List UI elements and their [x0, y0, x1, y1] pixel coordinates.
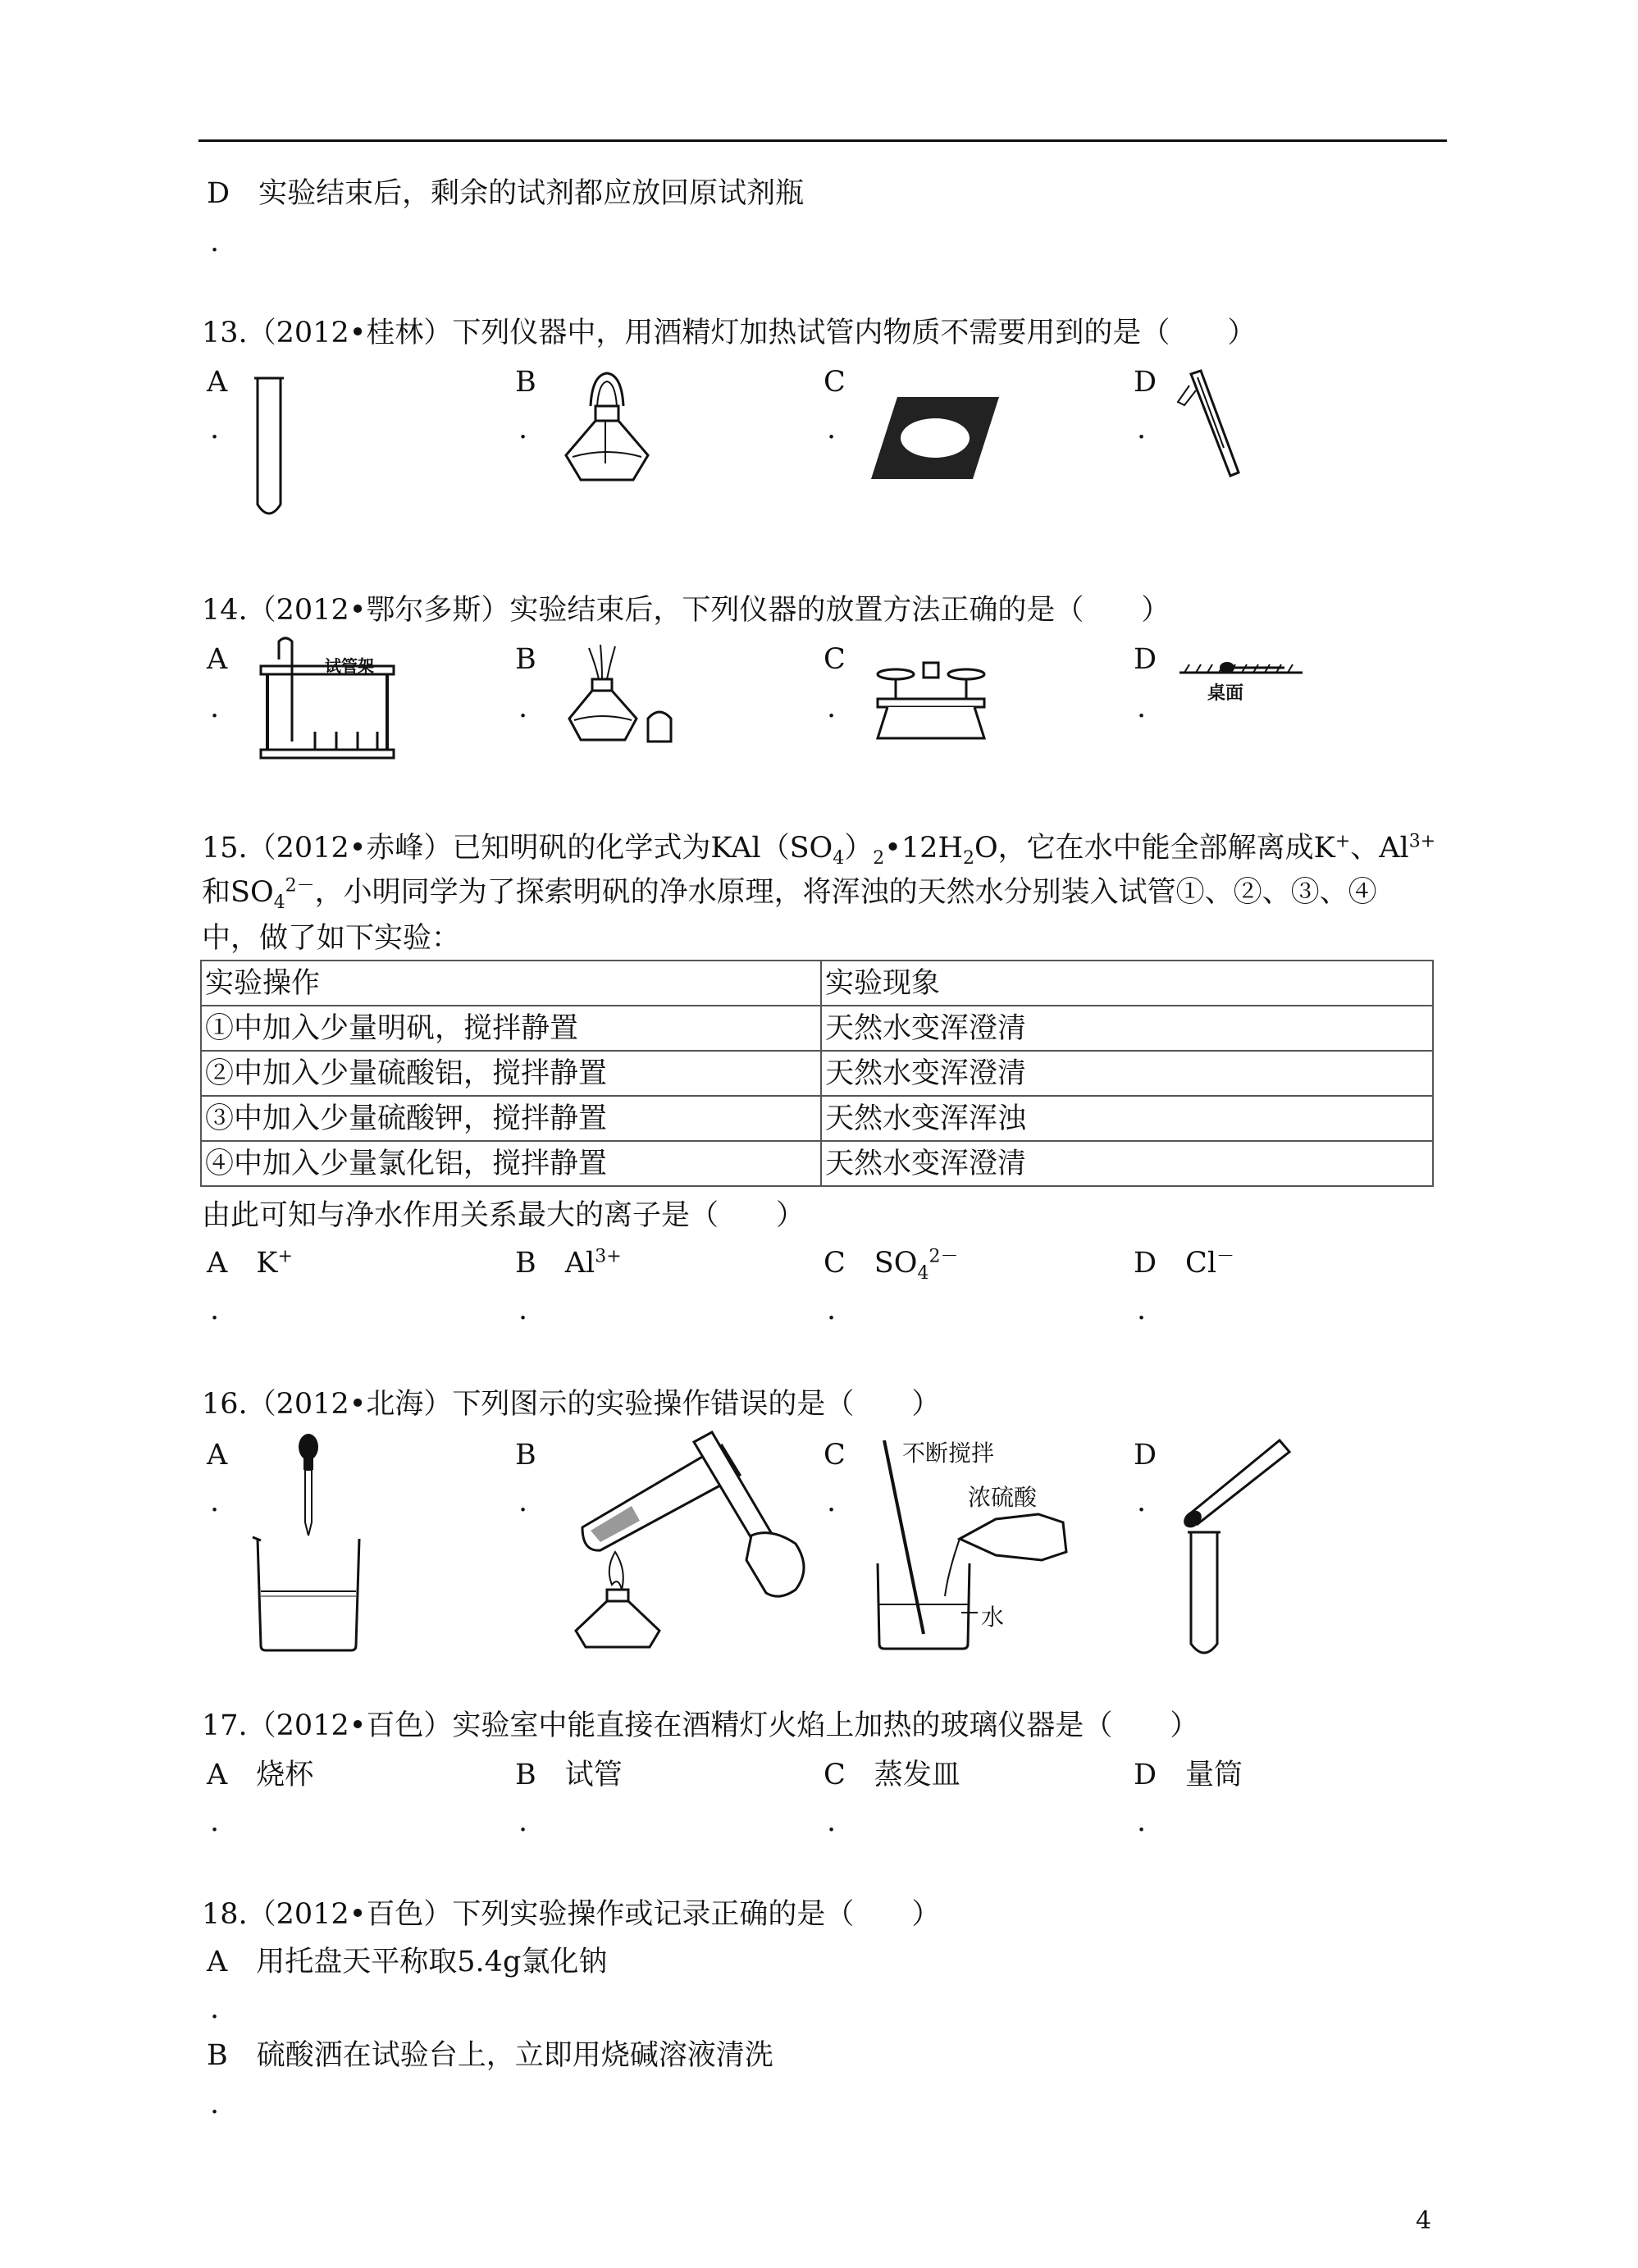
q15-stem-line2: 和$SO_4^{2-}$，小明同学为了探索明矾的净水原理，将浑浊的天然水分别装入试管①、②、③、④ [202, 875, 1377, 913]
table-cell: 天然水变浑澄清 [821, 1051, 1433, 1096]
dropper-into-beaker-icon [251, 1432, 366, 1662]
label-test-tube-rack: 试管架 [325, 656, 374, 676]
experiment-table [200, 960, 1434, 1187]
option-dot: . [210, 413, 220, 445]
table-row [201, 1096, 1433, 1141]
balance-icon [869, 656, 992, 746]
dropper-into-test-tube-icon [1173, 1429, 1304, 1659]
q17-stem: 17.（2012•百色）实验室中能直接在酒精灯火焰上加热的玻璃仪器是（ ） [202, 1709, 1199, 1742]
q13-option-a: A [207, 366, 228, 399]
q16-option-d: D [1134, 1439, 1157, 1472]
q14-option-c: C [824, 643, 846, 676]
label-water: 水 [981, 1604, 1005, 1631]
option-dot: . [827, 413, 837, 445]
q15-option-d: D Cl－ [1134, 1246, 1235, 1280]
option-dot: . [210, 1805, 220, 1838]
option-dot: . [1137, 691, 1147, 724]
q15-stem-line1: 15.（2012•赤峰）已知明矾的化学式为$KAl(SO_4)_2•12H_2O$，它在水中能全部解离成K+、$Al^{3+}$ [202, 831, 1436, 869]
q15-question: 由此可知与净水作用关系最大的离子是（ ） [202, 1199, 805, 1232]
heating-test-tube-icon [558, 1429, 820, 1650]
option-dot: . [518, 1485, 528, 1518]
option-dot: . [827, 1294, 837, 1326]
option-dot: . [1137, 1485, 1147, 1518]
q17-option-a: A 烧杯 [207, 1759, 314, 1791]
q16-option-b: B [515, 1439, 536, 1472]
table-header: 实验现象 [821, 961, 1433, 1006]
q14-option-d: D [1134, 643, 1157, 676]
option-dot: . [210, 226, 220, 258]
q14-stem: 14.（2012•鄂尔多斯）实验结束后，下列仪器的放置方法正确的是（ ） [202, 594, 1170, 627]
option-dot: . [827, 1485, 837, 1518]
label-stir: 不断搅拌 [902, 1440, 995, 1467]
option-dot: . [210, 691, 220, 724]
asbestos-gauze-icon [869, 392, 1001, 491]
option-dot: . [518, 1805, 528, 1838]
table-cell: 天然水变浑澄清 [821, 1006, 1433, 1051]
option-dot: . [1137, 1805, 1147, 1838]
option-dot: . [518, 691, 528, 724]
label-concentrated-acid: 浓硫酸 [968, 1484, 1038, 1511]
label-table: 桌面 [1207, 683, 1244, 704]
option-dot: . [1137, 413, 1147, 445]
q18-stem: 18.（2012•百色）下列实验操作或记录正确的是（ ） [202, 1898, 941, 1931]
table-cell: ②中加入少量硫酸铝，搅拌静置 [201, 1051, 821, 1096]
q18-option-a: A 用托盘天平称取5.4g氯化钠 [207, 1946, 608, 1978]
alcohol-lamp-icon [558, 365, 656, 488]
table-header-row [201, 961, 1433, 1006]
table-header: 实验操作 [201, 961, 821, 1006]
test-tube-clamp-icon [1173, 369, 1247, 492]
option-dot: . [1137, 1294, 1147, 1326]
table-cell: ①中加入少量明矾，搅拌静置 [201, 1006, 821, 1051]
test-tube-icon [246, 373, 295, 525]
q15-option-c: C $SO_4^{2-}$ [824, 1246, 959, 1284]
q16-option-c: C [824, 1439, 846, 1472]
q13-stem: 13.（2012•桂林）下列仪器中，用酒精灯加热试管内物质不需要用到的是（ ） [202, 317, 1257, 349]
table-cell: 天然水变浑浑浊 [821, 1096, 1433, 1141]
table-row [201, 1006, 1433, 1051]
q12-option-d: D 实验结束后，剩余的试剂都应放回原试剂瓶 [207, 177, 805, 210]
q17-option-c: C 蒸发皿 [824, 1759, 960, 1791]
table-row [201, 1051, 1433, 1096]
q16-stem: 16.（2012•北海）下列图示的实验操作错误的是（ ） [202, 1388, 941, 1421]
q15-option-b: B $Al^{3+}$ [515, 1246, 622, 1280]
q15-option-a: A K+ [207, 1246, 293, 1280]
q13-option-d: D [1134, 366, 1157, 399]
option-dot: . [210, 1485, 220, 1518]
option-dot: . [210, 1294, 220, 1326]
option-dot: . [518, 1294, 528, 1326]
q16-option-a: A [207, 1439, 228, 1472]
q15-stem-line3: 中，做了如下实验： [202, 922, 461, 955]
table-cell: 天然水变浑澄清 [821, 1141, 1433, 1186]
table-cell: ④中加入少量氯化铝，搅拌静置 [201, 1141, 821, 1186]
option-dot: . [827, 1805, 837, 1838]
option-dot: . [827, 691, 837, 724]
q13-option-b: B [515, 366, 536, 399]
q17-option-d: D 量筒 [1134, 1759, 1243, 1791]
q18-option-b: B 硫酸洒在试验台上，立即用烧碱溶液清洗 [207, 2039, 773, 2072]
q17-option-b: B 试管 [515, 1759, 623, 1791]
q14-option-b: B [515, 643, 536, 676]
option-dot: . [210, 1992, 220, 2025]
option-dot: . [210, 2088, 220, 2120]
option-dot: . [518, 413, 528, 445]
q13-option-c: C [824, 366, 846, 399]
q14-option-a: A [207, 643, 228, 676]
table-row [201, 1141, 1433, 1186]
page-number: 4 [1416, 2206, 1432, 2235]
alcohol-lamp-uncapped-icon [558, 640, 681, 746]
header-rule [198, 139, 1447, 142]
table-cell: ③中加入少量硫酸钾，搅拌静置 [201, 1096, 821, 1141]
